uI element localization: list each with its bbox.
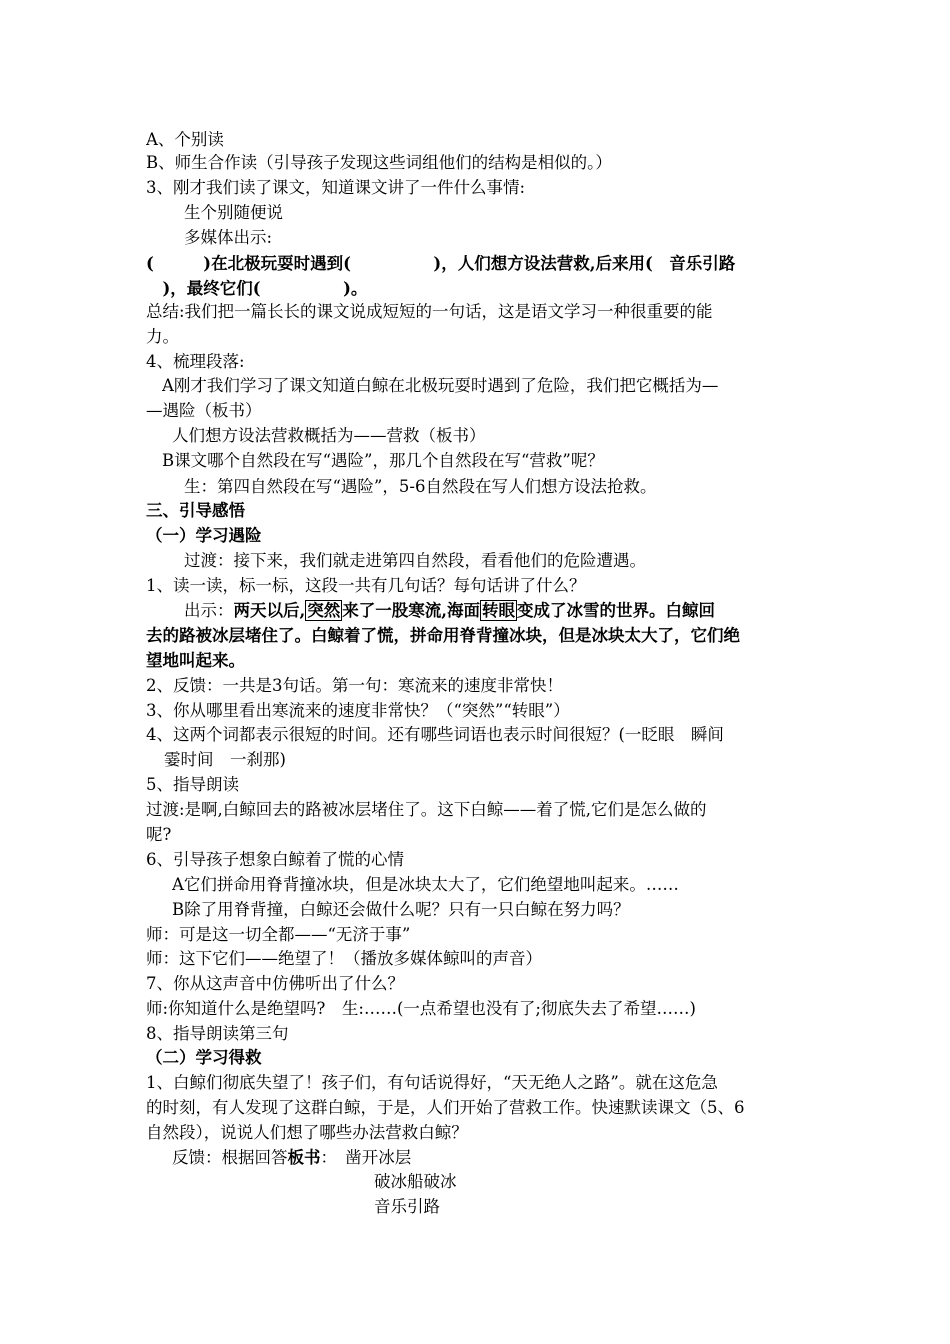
- text-line: 霎时间 一刹那): [164, 750, 286, 769]
- text-line: B除了用脊背撞，白鲸还会做什么呢？只有一只白鲸在努力吗？: [172, 900, 630, 919]
- subsection-heading: （一）学习遇险: [146, 526, 262, 545]
- text-line: 4、梳理段落:: [146, 352, 245, 371]
- show-text: 变成了冰雪的世界。白鲸回: [517, 601, 715, 620]
- text-line: 生个别随便说: [184, 203, 283, 222]
- text-line: 8、指导朗读第三句: [146, 1024, 289, 1043]
- text-line: 5、指导朗读: [146, 775, 239, 794]
- text-line: 7、你从这声音中仿佛听出了什么？: [146, 974, 404, 993]
- show-text-line: [184, 599, 824, 623]
- board-item: 破冰船破冰: [374, 1172, 457, 1191]
- text-line: —遇险（板书）: [146, 401, 262, 420]
- board-item: 音乐引路: [374, 1197, 440, 1216]
- boxed-word-tuiran: 突然: [307, 601, 341, 620]
- text-line: 过渡：接下来，我们就走进第四自然段，看看他们的危险遭遇。: [184, 551, 646, 570]
- text-line: 6、引导孩子想象白鲸着了慌的心情: [146, 850, 404, 869]
- show-text-line: 望地叫起来。: [146, 651, 245, 670]
- text-line: B课文哪个自然段在写“遇险”，那几个自然段在写“营救”呢？: [162, 451, 604, 470]
- text-line: 师:你知道什么是绝望吗? 生:……(一点希望也没有了;彻底失去了希望……): [146, 999, 696, 1018]
- show-text: 来了一股寒流,海面: [342, 601, 480, 620]
- show-text-line: 去的路被冰层堵住了。白鲸着了慌，拼命用脊背撞冰块，但是冰块太大了，它们绝: [146, 626, 740, 645]
- text-line: 1、读一读，标一标，这段一共有几句话？每句话讲了什么？: [146, 576, 586, 595]
- boxed-word-zhuanyan: 转眼: [482, 601, 515, 620]
- text-line: 4、这两个词都表示很短的时间。还有哪些词语也表示时间很短？(一眨眼 瞬间: [146, 725, 724, 744]
- feedback-suffix: ： 凿开冰层: [320, 1148, 412, 1167]
- subsection-heading: （二）学习得救: [146, 1048, 262, 1067]
- text-line: 3、刚才我们读了课文，知道课文讲了一件什么事情:: [146, 178, 526, 197]
- text-line: 总结:我们把一篇长长的课文说成短短的一句话，这是语文学习一种很重要的能: [146, 302, 713, 321]
- text-line: 3、你从哪里看出寒流来的速度非常快？（“突然”“转眼”）: [146, 701, 570, 720]
- feedback-prefix: 反馈：根据回答: [172, 1148, 288, 1167]
- show-prefix: 出示：: [184, 601, 234, 620]
- text-line: 人们想方设法营救概括为——营救（板书）: [172, 426, 486, 445]
- text-line: A、个别读: [146, 130, 224, 149]
- feedback-bold: 板书: [287, 1148, 321, 1167]
- text-line: 1、白鲸们彻底失望了！孩子们，有句话说得好，“天无绝人之路”。就在这危急: [146, 1073, 718, 1092]
- text-line: 2、反馈：一共是3句话。第一句：寒流来的速度非常快！: [146, 676, 563, 695]
- text-line: 师：可是这一切全都——“无济于事”: [146, 925, 411, 944]
- fill-blank-line: ( )在北极玩耍时遇到( )，人们想方设法营救,后来用( 音乐引路: [146, 254, 736, 273]
- text-line: 过渡:是啊,白鲸回去的路被冰层堵住了。这下白鲸——着了慌,它们是怎么做的: [146, 800, 707, 819]
- text-line: A它们拼命用脊背撞冰块，但是冰块太大了，它们绝望地叫起来。……: [172, 875, 679, 894]
- text-line: 自然段），说说人们想了哪些办法营救白鲸？: [146, 1123, 468, 1142]
- text-line: 师：这下它们——绝望了！（播放多媒体鲸叫的声音）: [146, 949, 542, 968]
- text-line: B、师生合作读（引导孩子发现这些词组他们的结构是相似的。）: [146, 153, 612, 172]
- text-line: 呢?: [146, 825, 172, 844]
- text-line: 的时刻，有人发现了这群白鲸，于是，人们开始了营救工作。快速默读课文（5、6: [146, 1098, 745, 1117]
- text-line: A刚才我们学习了课文知道白鲸在北极玩耍时遇到了危险，我们把它概括为—: [162, 376, 719, 395]
- show-text: 两天以后,: [233, 601, 306, 620]
- text-line: 生：第四自然段在写“遇险”，5-6自然段在写人们想方设法抢救。: [184, 477, 657, 496]
- section-heading: 三、引导感悟: [146, 501, 245, 520]
- text-line: 多媒体出示:: [184, 228, 273, 247]
- fill-blank-line: )，最终它们( )。: [146, 279, 368, 298]
- text-line: 力。: [146, 327, 179, 346]
- feedback-line: [172, 1146, 844, 1170]
